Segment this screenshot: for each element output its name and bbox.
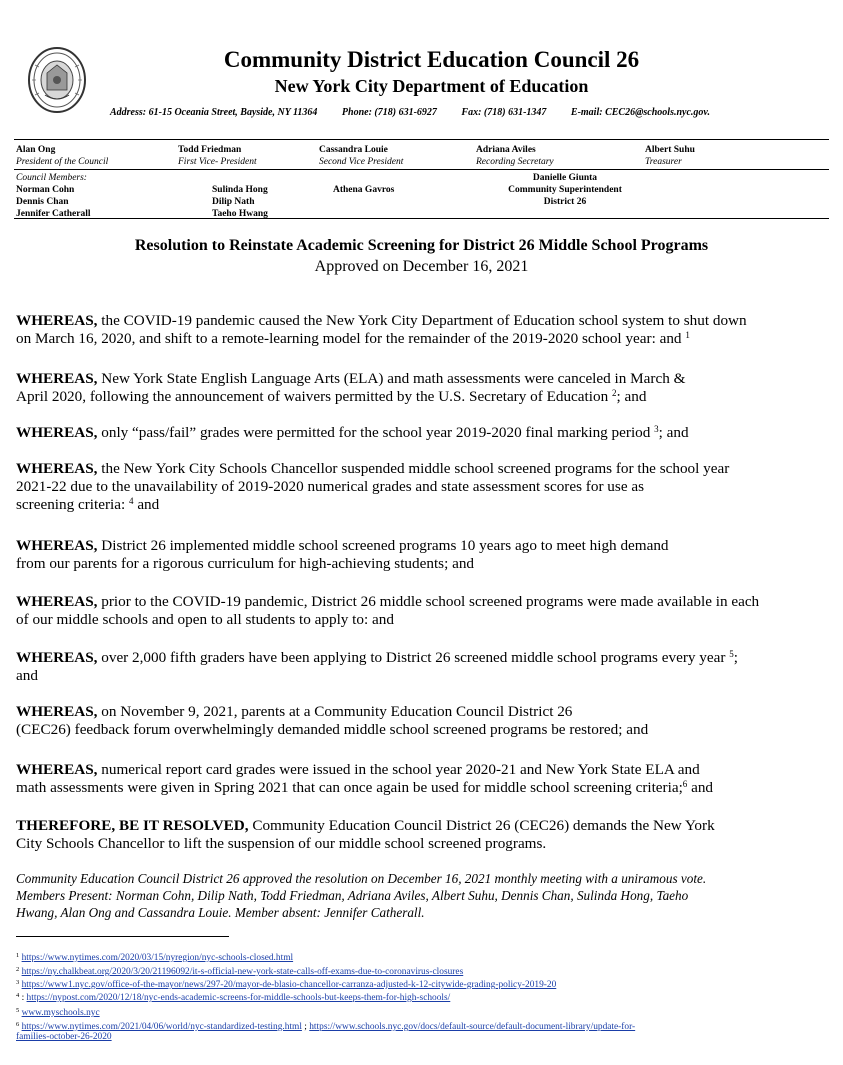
footnote-ref: 4: [129, 496, 134, 506]
footnote-link[interactable]: families-october-26-2020: [16, 1032, 112, 1042]
footnote-link[interactable]: https://www.schools.nyc.gov/docs/default-source/default-document-library/update-for-: [309, 1022, 636, 1032]
phone-label: Phone:: [341, 107, 372, 118]
address-label: Address:: [110, 107, 147, 118]
footnote-number: 1: [16, 952, 20, 959]
footnote-separator: [16, 936, 229, 937]
paragraph-lead: WHEREAS,: [16, 424, 98, 441]
footnote-number: 3: [16, 979, 20, 986]
paragraph-text: the COVID-19 pandemic caused the New York City Department of Education school system to shut down: [97, 312, 747, 329]
footnote-number: 2: [16, 966, 20, 973]
footnote-link[interactable]: https://nypost.com/2020/12/18/nyc-ends-academic-screens-for-middle-schools-but-keeps-them-for-high-schools/: [26, 993, 451, 1003]
paragraph-lead: WHEREAS,: [16, 593, 98, 610]
superintendent-title: Community Superintendent: [508, 185, 622, 195]
email-value: CEC26@schools.nyc.gov.: [605, 107, 710, 118]
footnote-number: 5: [16, 1007, 20, 1014]
department-subtitle: New York City Department of Education: [274, 76, 589, 96]
paragraph-text: from our parents for a rigorous curriculum for high-achieving students; and: [16, 555, 475, 572]
footnote-ref: 5: [729, 649, 734, 659]
officer-recording-secretary: [476, 144, 554, 168]
superintendent-district: District 26: [543, 197, 587, 207]
superintendent-name: Danielle Giunta: [532, 173, 598, 183]
paragraph-text: on March 16, 2020, and shift to a remote-learning model for the remainder of the 2019-2020 school year: and: [16, 330, 686, 347]
council-title: Community District Education Council 26: [223, 47, 640, 72]
whereas-paragraph: [16, 761, 826, 797]
officer-role: President of the Council: [16, 157, 109, 167]
officer-role: Treasurer: [645, 157, 682, 167]
paragraph-lead: WHEREAS,: [16, 761, 98, 778]
officer-role: Recording Secretary: [476, 157, 554, 167]
paragraph-lead: WHEREAS,: [16, 537, 98, 554]
footnote-6-continued: [16, 1032, 112, 1043]
whereas-paragraph: [16, 703, 826, 739]
paragraph-text: 2021-22 due to the unavailability of 2019-2020 numerical grades and state assessment scores for use as: [16, 478, 645, 495]
officer-treasurer: [645, 144, 695, 168]
council-member: Taeho Hwang: [212, 209, 268, 219]
paragraph-lead: WHEREAS,: [16, 649, 98, 666]
footnote-4: [16, 990, 450, 1004]
whereas-paragraph: [16, 537, 826, 573]
footnote-ref: 2: [611, 388, 617, 398]
officer-name: Cassandra Louie: [319, 145, 388, 155]
footnote-2: [16, 964, 463, 978]
footnote-1: [16, 950, 293, 964]
paragraph-text: City Schools Chancellor to lift the suspension of our middle school screened programs.: [16, 835, 547, 852]
resolved-paragraph: [16, 817, 826, 853]
footnote-link[interactable]: https://www.nytimes.com/2020/03/15/nyregion/nyc-schools-closed.html: [21, 953, 294, 963]
paragraph-text: April 2020, following the announcement of waivers permitted by the U.S. Secretary of Education: [16, 388, 612, 405]
paragraph-lead: WHEREAS,: [16, 370, 98, 387]
council-member: Jennifer Catherall: [16, 209, 91, 219]
resolution-date: Approved on December 16, 2021: [314, 258, 529, 275]
footnote-prefix: :: [19, 993, 27, 1003]
contact-line: [110, 107, 732, 118]
paragraph-text: ;: [733, 649, 738, 666]
footnote-ref: 3: [654, 424, 659, 434]
footnote-link[interactable]: https://ny.chalkbeat.org/2020/3/20/21196092/it-s-official-new-york-state-calls-off-exams-due-to-coronavirus-closures: [21, 967, 464, 977]
fax-label: Fax:: [461, 107, 482, 118]
whereas-paragraph: [16, 312, 826, 348]
footnote-ref: 1: [685, 330, 690, 340]
paragraph-text: New York State English Language Arts (ELA) and math assessments were canceled in March &: [97, 370, 686, 387]
paragraph-lead: THEREFORE, BE IT RESOLVED,: [16, 817, 249, 834]
header-rule-top: [14, 139, 829, 140]
approval-text: Community Education Council District 26 approved the resolution on December 16, 2021 monthly meeting with a uniramous vote.: [16, 871, 707, 886]
header-rule-bottom: [14, 218, 829, 219]
fax-value: (718) 631-1347: [483, 107, 547, 118]
header-rule-middle: [14, 169, 829, 170]
council-member: Athena Gavros: [333, 185, 395, 195]
council-member: Dilip Nath: [212, 197, 255, 207]
whereas-paragraph: [16, 460, 826, 514]
paragraph-lead: WHEREAS,: [16, 460, 98, 477]
whereas-paragraph: [16, 424, 826, 442]
footnote-separator-text: ;: [301, 1022, 310, 1032]
council-members-col2: [212, 184, 268, 220]
paragraph-text: Community Education Council District 26 (CEC26) demands the New York: [248, 817, 715, 834]
paragraph-text: over 2,000 fifth graders have been applying to District 26 screened middle school programs every year: [97, 649, 730, 666]
footnote-link[interactable]: https://www1.nyc.gov/office-of-the-mayor/news/297-20/mayor-de-blasio-chancellor-carranza-adjusted-k-12-citywide-grading-policy-2019-20: [21, 980, 557, 990]
paragraph-text: the New York City Schools Chancellor suspended middle school screened programs for the school year: [97, 460, 730, 477]
paragraph-text: only “pass/fail” grades were permitted for the school year 2019-2020 final marking period: [97, 424, 655, 441]
paragraph-text: and: [133, 496, 160, 513]
paragraph-text: of our middle schools and open to all students to apply to: and: [16, 611, 394, 628]
footnote-3: [16, 977, 556, 991]
paragraph-text: District 26 implemented middle school screened programs 10 years ago to meet high demand: [97, 537, 669, 554]
approval-text: Hwang, Alan Ong and Cassandra Louie. Member absent: Jennifer Catherall.: [16, 905, 425, 920]
footnote-5: [16, 1005, 100, 1019]
paragraph-text: numerical report card grades were issued in the school year 2020-21 and New York State ELA and: [97, 761, 700, 778]
address-value: 61-15 Oceania Street, Bayside, NY 11364: [148, 107, 318, 118]
whereas-paragraph: [16, 370, 826, 406]
council-member: Norman Cohn: [16, 185, 75, 195]
officer-first-vp: [178, 144, 257, 168]
email-label: E-mail:: [570, 107, 603, 118]
officer-name: Alan Ong: [16, 145, 56, 155]
officer-name: Albert Suhu: [645, 145, 695, 155]
council-members-col1: [16, 172, 91, 220]
paragraph-text: ; and: [658, 424, 689, 441]
officer-name: Adriana Aviles: [476, 145, 536, 155]
paragraph-text: on November 9, 2021, parents at a Community Education Council District 26: [97, 703, 573, 720]
council-member: Dennis Chan: [16, 197, 69, 207]
officer-role: First Vice- President: [178, 157, 257, 167]
paragraph-text: math assessments were given in Spring 2021 that can once again be used for middle school screening criteria;: [16, 779, 683, 796]
approval-note: [16, 870, 816, 921]
superintendent-block: [460, 172, 670, 208]
officer-president: [16, 144, 108, 168]
council-members-label: Council Members:: [16, 173, 87, 183]
phone-value: (718) 631-6927: [374, 107, 437, 118]
officer-role: Second Vice President: [319, 157, 404, 167]
officer-name: Todd Friedman: [178, 145, 242, 155]
approval-text: Members Present: Norman Cohn, Dilip Nath, Todd Friedman, Adriana Aviles, Albert Suhu, Dennis Chan, Sulinda Hong, Taeho: [16, 888, 689, 903]
footnote-ref: 6: [682, 779, 688, 789]
footnote-number: 6: [16, 1021, 20, 1028]
footnote-link[interactable]: www.myschools.nyc: [21, 1008, 100, 1018]
footnote-6: [16, 1019, 635, 1033]
paragraph-text: and: [687, 779, 714, 796]
footnote-link[interactable]: https://www.nytimes.com/2021/04/06/world/nyc-standardized-testing.html: [21, 1022, 302, 1032]
paragraph-text: ; and: [616, 388, 647, 405]
paragraph-lead: WHEREAS,: [16, 703, 98, 720]
resolution-title: Resolution to Reinstate Academic Screening for District 26 Middle School Programs: [134, 237, 709, 254]
officer-second-vp: [319, 144, 403, 168]
whereas-paragraph: [16, 593, 826, 629]
footnote-number: 4: [16, 992, 20, 999]
council-members-col3: [333, 184, 394, 196]
paragraph-text: (CEC26) feedback forum overwhelmingly demanded middle school screened programs be restored; and: [16, 721, 649, 738]
paragraph-text: prior to the COVID-19 pandemic, District 26 middle school screened programs were made available in each: [97, 593, 760, 610]
paragraph-lead: WHEREAS,: [16, 312, 98, 329]
paragraph-text: screening criteria:: [16, 496, 130, 513]
council-member: Sulinda Hong: [212, 185, 268, 195]
paragraph-text: and: [16, 667, 38, 684]
whereas-paragraph: [16, 649, 826, 685]
